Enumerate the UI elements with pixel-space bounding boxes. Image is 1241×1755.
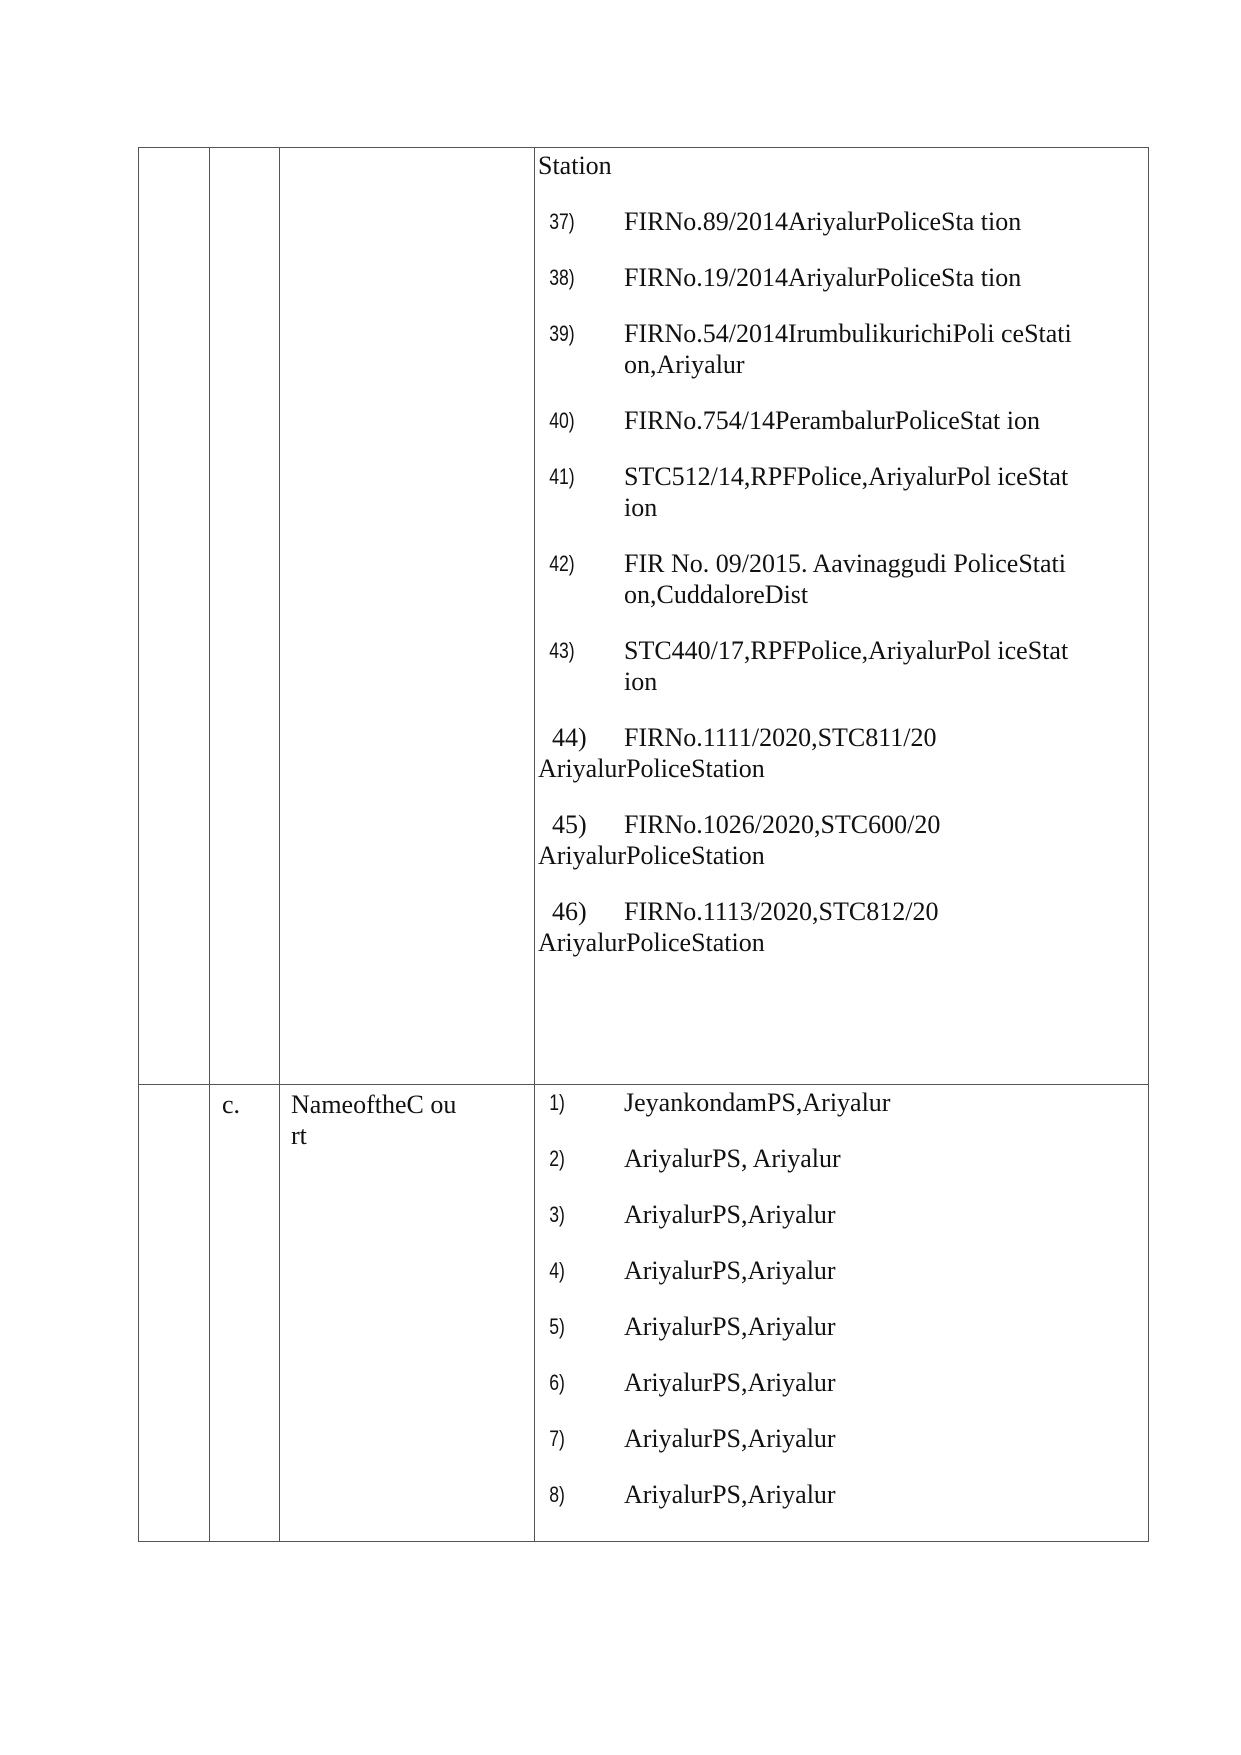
letter-cell [210,1085,280,1542]
serial-cell [139,148,210,1085]
letter-cell [210,148,280,1085]
item-number: 2) [549,1146,565,1171]
list-item [538,1367,1148,1398]
list-item [538,206,1148,237]
item-text: JeyankondamPS,Ariyalur [624,1088,891,1117]
court-list-cell [535,1085,1149,1542]
item-text: AriyalurPS, Ariyalur [624,1144,841,1173]
list-item [538,318,1148,380]
list-item [538,262,1148,293]
item-number: 6) [549,1370,565,1395]
item-text-continued: AriyalurPoliceStation [538,841,765,870]
item-number: 37) [549,209,575,234]
serial-cell [139,1085,210,1542]
item-text: AriyalurPS,Ariyalur [624,1424,836,1453]
item-text: AriyalurPS,Ariyalur [624,1480,836,1509]
list-item [538,461,1148,523]
item-number: 46) [552,897,587,926]
item-text: FIRNo.54/2014IrumbulikurichiPoli ceStation,Ariyalur [624,319,1072,379]
item-text-continued: AriyalurPoliceStation [538,928,765,957]
continued-text: Station [538,151,612,180]
item-text: STC512/14,RPFPolice,AriyalurPol iceStation [624,462,1069,522]
item-number: 42) [549,551,575,576]
item-number: 7) [549,1426,565,1451]
item-number: 39) [549,321,575,346]
item-text: FIRNo.89/2014AriyalurPoliceSta tion [624,207,1022,236]
item-text: FIRNo.1113/2020,STC812/20 [624,897,939,926]
list-item [538,1199,1148,1230]
list-item [538,548,1148,610]
list-item [538,1143,1148,1174]
field-name-cell [280,148,535,1085]
item-number: 4) [549,1258,565,1283]
list-item [538,635,1148,697]
item-number: 41) [549,464,575,489]
item-number: 44) [552,723,587,752]
field-name: NameoftheC ourt [291,1090,457,1150]
document-table [138,147,1149,1542]
case-list-cell [535,148,1149,1085]
list-item [538,809,1148,871]
item-text: AriyalurPS,Ariyalur [624,1200,836,1229]
item-text: AriyalurPS,Ariyalur [624,1256,836,1285]
list-item [538,722,1148,784]
item-number: 1) [549,1090,565,1115]
item-text: AriyalurPS,Ariyalur [624,1312,836,1341]
list-item [538,405,1148,436]
list-item [538,1311,1148,1342]
item-text: FIRNo.1111/2020,STC811/20 [624,723,937,752]
table-row-court [139,1085,1149,1542]
list-item [538,896,1148,958]
list-item [538,1479,1148,1510]
item-text: FIRNo.19/2014AriyalurPoliceSta tion [624,263,1022,292]
item-number: 40) [549,408,575,433]
item-number: 8) [549,1482,565,1507]
item-text: AriyalurPS,Ariyalur [624,1368,836,1397]
item-number: 43) [549,638,575,663]
field-name-cell [280,1085,535,1542]
item-number: 38) [549,265,575,290]
item-text: STC440/17,RPFPolice,AriyalurPol iceStation [624,636,1069,696]
list-item [538,1255,1148,1286]
item-number: 3) [549,1202,565,1227]
item-text: FIRNo.1026/2020,STC600/20 [624,810,941,839]
row-letter: c. [222,1090,241,1119]
list-item [538,1423,1148,1454]
list-item [538,1087,1148,1118]
item-text: FIR No. 09/2015. Aavinaggudi PoliceStation,CuddaloreDist [624,549,1066,609]
item-number: 5) [549,1314,565,1339]
table-row-continuation [139,148,1149,1085]
item-text: FIRNo.754/14PerambalurPoliceStat ion [624,406,1040,435]
item-text-continued: AriyalurPoliceStation [538,754,765,783]
item-number: 45) [552,810,587,839]
